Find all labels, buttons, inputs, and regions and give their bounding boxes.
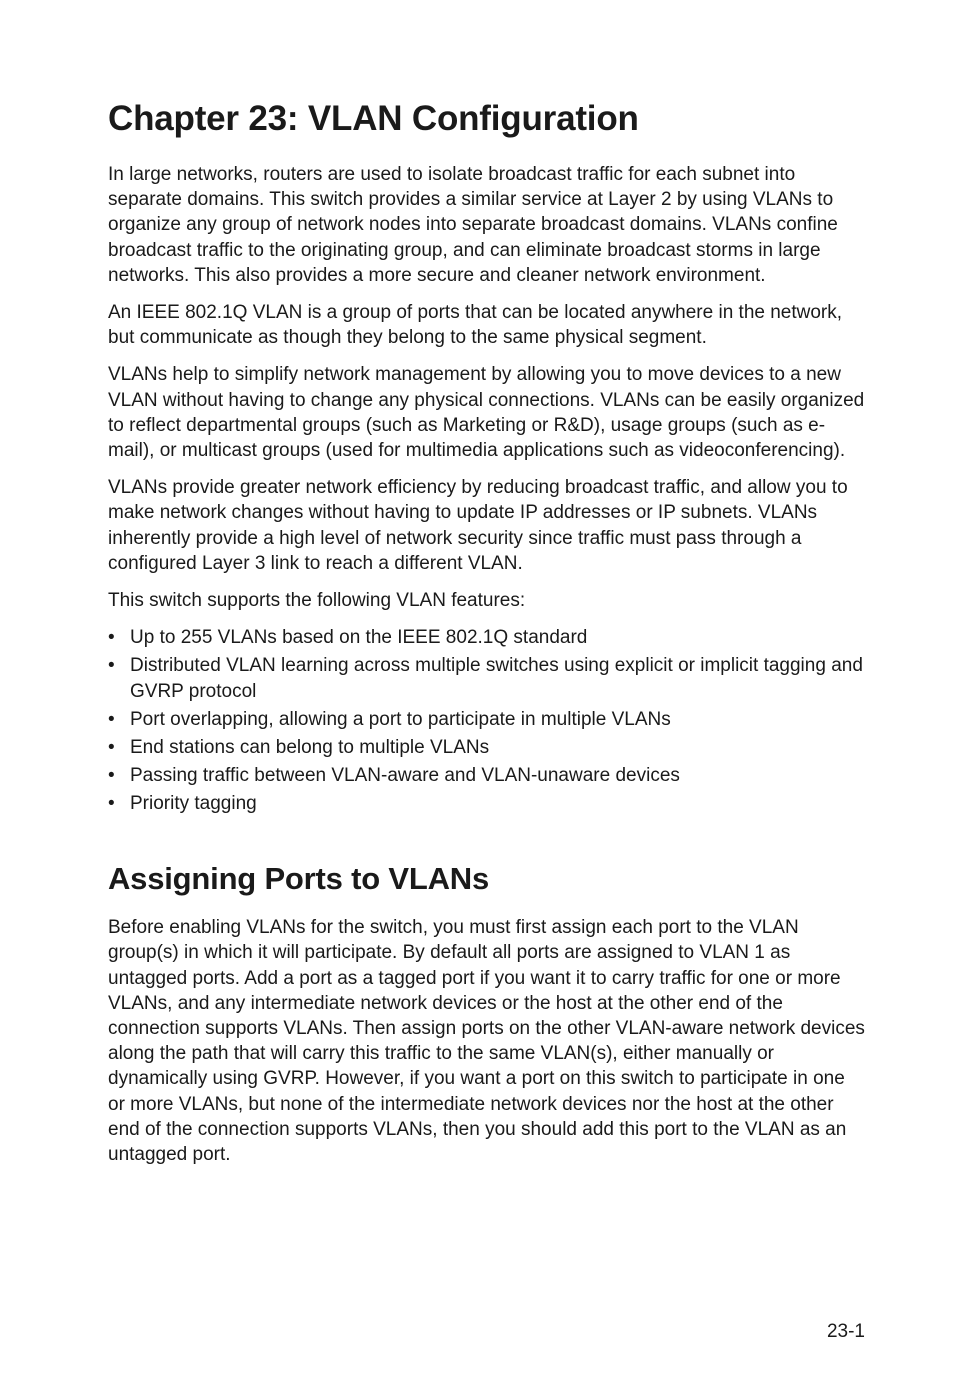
paragraph-ieee-definition: An IEEE 802.1Q VLAN is a group of ports that can be located anywhere in the network, but communicate as though they belong to the same physical segment. [108,302,843,349]
list-item [108,791,866,817]
paragraph-efficiency: VLANs provide greater network efficiency by reducing broadcast traffic, and allow you to make network changes without having to update IP addresses or IP subnets. VLANs inherently provide a high level of network security since traffic must pass through a configured Layer 3 link to reach a different VLAN. [108,477,848,574]
bullet-icon: • [108,793,115,815]
paragraph-intro: In large networks, routers are used to isolate broadcast traffic for each subnet into separate domains. This switch provides a similar service at Layer 2 by using VLANs to organize any group of network nodes into separate broadcast domains. VLANs confine broadcast traffic to the originating group, and can eliminate broadcast storms in large networks. This also provides a more secure and cleaner network environment. [108,164,838,286]
list-item [108,763,866,789]
list-item-text: Distributed VLAN learning across multiple switches using explicit or implicit tagging and GVRP protocol [130,655,863,703]
list-item-text: Passing traffic between VLAN-aware and VLAN-unaware devices [130,765,680,787]
bullet-icon: • [108,709,115,731]
list-item-text: Up to 255 VLANs based on the IEEE 802.1Q standard [130,627,588,649]
list-item [108,735,866,761]
list-item-text: Port overlapping, allowing a port to participate in multiple VLANs [130,709,671,731]
page-number: 23-1 [826,1321,865,1342]
section-title: Assigning Ports to VLANs [108,861,490,897]
list-item [108,625,866,651]
bullet-icon: • [108,765,115,787]
bullet-icon: • [108,737,115,759]
bullet-icon: • [108,655,115,677]
paragraph-management: VLANs help to simplify network management by allowing you to move devices to a new VLAN without having to change any physical connections. VLANs can be easily organized to reflect departmental groups (such as Marketing or R&D), usage groups (such as e-mail), or multicast groups (used for multimedia applications such as videoconferencing). [108,364,865,462]
paragraph-assigning-ports: Before enabling VLANs for the switch, you must first assign each port to the VLAN group(s) in which it will participate. By default all ports are assigned to VLAN 1 as untagged ports. Add a port as a tagged port if you want it to carry traffic for one or more VLANs, and any intermediate network devices or the host at the other end of the connection supports VLANs. Then assign ports on the other VLAN-aware network devices along the path that will carry this traffic to the same VLAN(s), either manually or dynamically using GVRP. However, if you want a port on this switch to participate in one or more VLANs, but none of the intermediate network devices nor the host at the other end of the connection supports VLANs, then you should add this port to the VLAN as an untagged port. [108,917,865,1166]
bullet-icon: • [108,627,115,649]
list-item-text: Priority tagging [130,793,257,815]
list-item [108,653,866,705]
feature-list [108,625,866,817]
chapter-title: Chapter 23: VLAN Configuration [108,99,639,138]
list-item [108,707,866,733]
list-item-text: End stations can belong to multiple VLANs [130,737,490,759]
paragraph-features-intro: This switch supports the following VLAN features: [108,590,526,612]
document-page [108,96,866,1179]
